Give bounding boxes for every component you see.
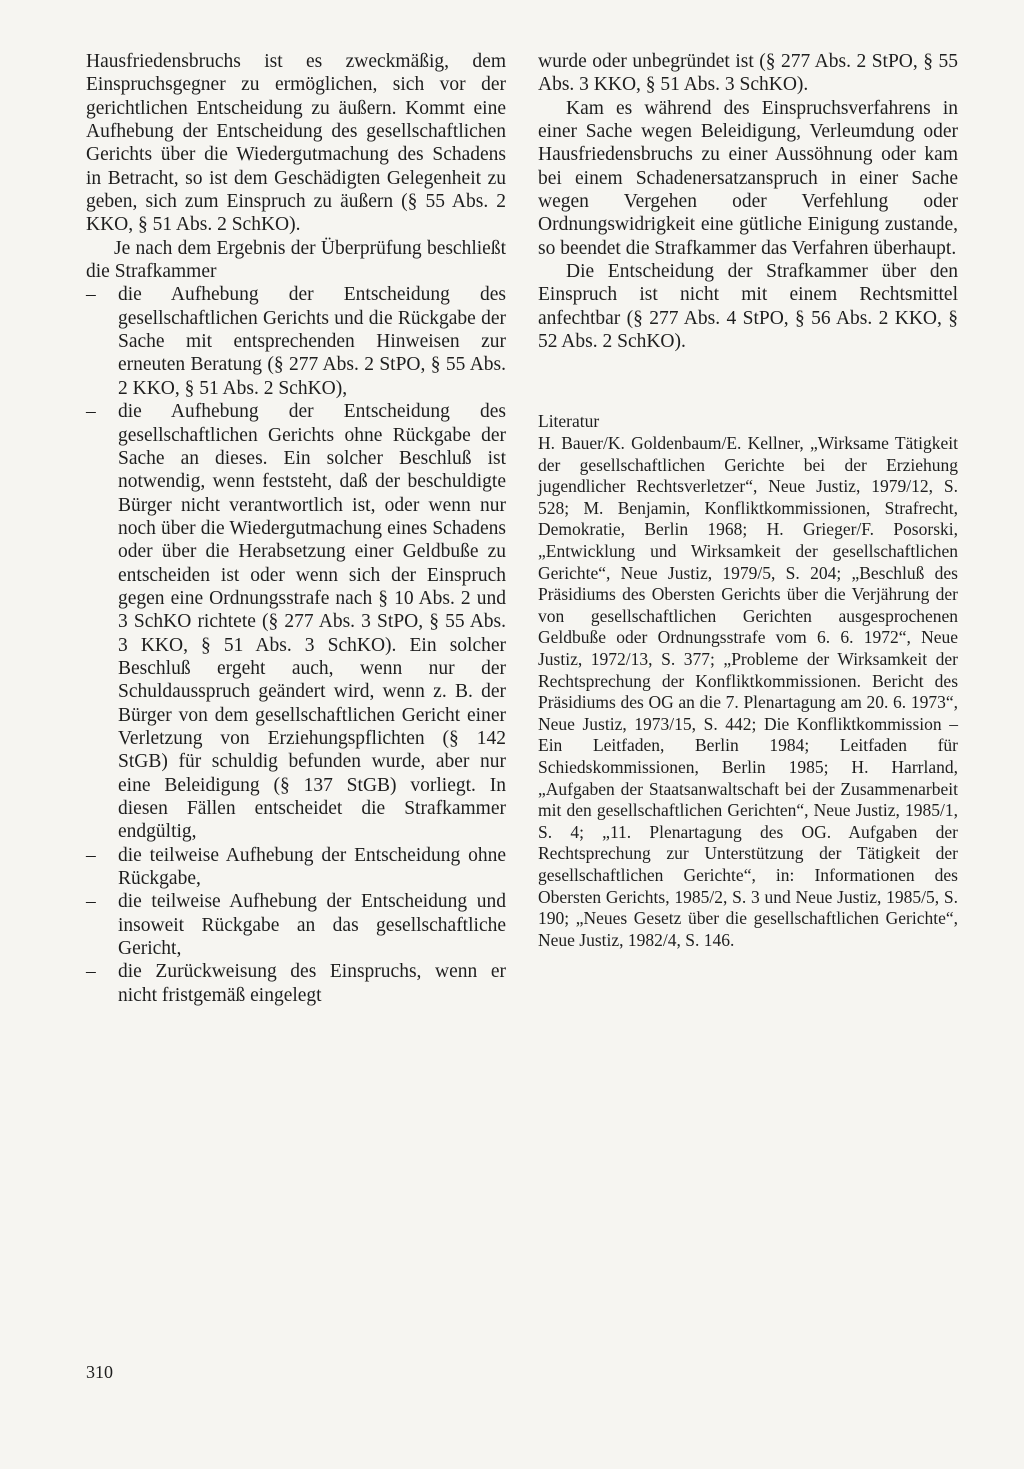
list-item-text: die Zurückweisung des Einspruchs, wenn er nicht fristgemäß eingelegt — [118, 961, 506, 1006]
dash-bullet: – — [86, 891, 96, 913]
decision-list — [86, 283, 506, 1007]
list-item-text: die Aufhebung der Entscheidung des gesellschaftlichen Gerichts und die Rückgabe der Sache mit entsprechenden Hinweisen zur erneuten Beratung (§ 277 Abs. 2 StPO, § 55 Abs. 2 KKO, § 51 Abs. 2 SchKO), — [118, 284, 506, 399]
literature-heading: Literatur — [538, 411, 600, 432]
dash-bullet: – — [86, 844, 96, 866]
left-intro-paragraph: Hausfriedensbruchs ist es zweckmäßig, dem Einspruchsgegner zu ermöglichen, sich vor der gerichtlichen Entscheidung zu äußern. Kommt eine Aufhebung der Entscheidung des gesellschaftlichen Gerichts über die Wiedergutmachung des Schadens in Betracht, so ist dem Geschädigten Gelegenheit zu geben, sich zum Einspruch zu äußern (§ 55 Abs. 2 KKO, § 51 Abs. 2 SchKO). — [86, 51, 506, 236]
list-item-text: die Aufhebung der Entscheidung des gesellschaftlichen Gerichts ohne Rückgabe der Sache an dieses. Ein solcher Beschluß ist notwendig, wenn feststeht, daß der beschuldigte Bürger nicht verantwortlich ist, oder wenn nur noch über die Wiedergutmachung eines Schadens oder über die Herabsetzung einer Geldbuße zu entscheiden ist oder wenn sich der Einspruch gegen eine Ordnungsstrafe nach § 10 Abs. 2 und 3 SchKO richtete (§ 277 Abs. 3 StPO, § 55 Abs. 3 KKO, § 51 Abs. 3 SchKO). Ein solcher Beschluß ergeht auch, wenn nur der Schuldausspruch geändert wird, wenn z. B. der Bürger von dem gesellschaftlichen Gericht einer Verletzung von Erziehungspflichten (§ 142 StGB) für schuldig befunden wurde, aber nur eine Beleidigung (§ 137 StGB) vorliegt. In diesen Fällen entscheidet die Strafkammer endgültig, — [118, 401, 506, 843]
appeal-paragraph: Die Entscheidung der Strafkammer über den Einspruch ist nicht mit einem Rechtsmittel anfechtbar (§ 277 Abs. 4 StPO, § 56 Abs. 2 KKO, § 52 Abs. 2 SchKO). — [538, 261, 958, 353]
dash-bullet: – — [86, 401, 96, 423]
left-column — [86, 50, 506, 1007]
list-item-text: die teilweise Aufhebung der Entscheidung und insoweit Rückgabe an das gesellschaftliche Gericht, — [118, 891, 506, 960]
list-item-text: die teilweise Aufhebung der Entscheidung ohne Rückgabe, — [118, 844, 506, 890]
list-item — [86, 890, 506, 960]
list-item — [86, 960, 506, 1007]
right-continuation-paragraph: wurde oder unbegründet ist (§ 277 Abs. 2 StPO, § 55 Abs. 3 KKO, § 51 Abs. 3 SchKO). — [538, 51, 958, 96]
dash-bullet: – — [86, 284, 96, 306]
reconciliation-paragraph: Kam es während des Einspruchsverfahrens in einer Sache wegen Beleidigung, Verleumdung oder Hausfriedensbruchs zu einer Aussöhnung oder kam bei einem Schadenersatzanspruch in einer Sache wegen Vergehen oder Verfehlung oder Ordnungswidrigkeit eine gütliche Einigung zustande, so beendet die Strafkammer das Verfahren überhaupt. — [538, 97, 958, 259]
page-number: 310 — [86, 1362, 113, 1382]
dash-bullet: – — [86, 961, 96, 983]
literature-list: H. Bauer/K. Goldenbaum/E. Kellner, „Wirksame Tätigkeit der gesellschaftlichen Gerichte bei der Erziehung jugendlicher Rechtsverletzer“, Neue Justiz, 1979/12, S. 528; M. Benjamin, Konfliktkommissionen, Strafrecht, Demokratie, Berlin 1968; H. Grieger/F. Posorski, „Entwicklung und Wirksamkeit der gesellschaftlichen Gerichte“, Neue Justiz, 1979/5, S. 204; „Beschluß des Präsidiums des Obersten Gerichts über die Verjährung der von gesellschaftlichen Gerichten ausgesprochenen Geldbuße oder Ordnungsstrafe vom 6. 6. 1972“, Neue Justiz, 1972/13, S. 377; „Probleme der Wirksamkeit der Rechtsprechung der Konfliktkommissionen. Bericht des Präsidiums des OG an die 7. Plenartagung am 20. 6. 1973“, Neue Justiz, 1973/15, S. 442; Die Konfliktkommission – Ein Leitfaden, Berlin 1984; Leitfaden für Schiedskommissionen, Berlin 1985; H. Harrland, „Aufgaben der Staatsanwaltschaft bei der Zusammenarbeit mit den gesellschaftlichen Gerichten“, Neue Justiz, 1985/1, S. 4; „11. Plenartagung des OG. Aufgaben der Rechtsprechung zur Unterstützung der Tätigkeit der gesellschaftlichen Gerichte“, in: Informationen des Obersten Gerichts, 1985/2, S. 3 und Neue Justiz, 1985/5, S. 190; „Neues Gesetz über die gesellschaftlichen Gerichte“, Neue Justiz, 1982/4, S. 146. — [538, 433, 958, 950]
list-item — [86, 283, 506, 400]
left-overview-paragraph: Je nach dem Ergebnis der Überprüfung beschließt die Strafkammer — [86, 237, 506, 283]
list-item — [86, 400, 506, 844]
list-item — [86, 844, 506, 891]
right-column — [538, 50, 958, 951]
